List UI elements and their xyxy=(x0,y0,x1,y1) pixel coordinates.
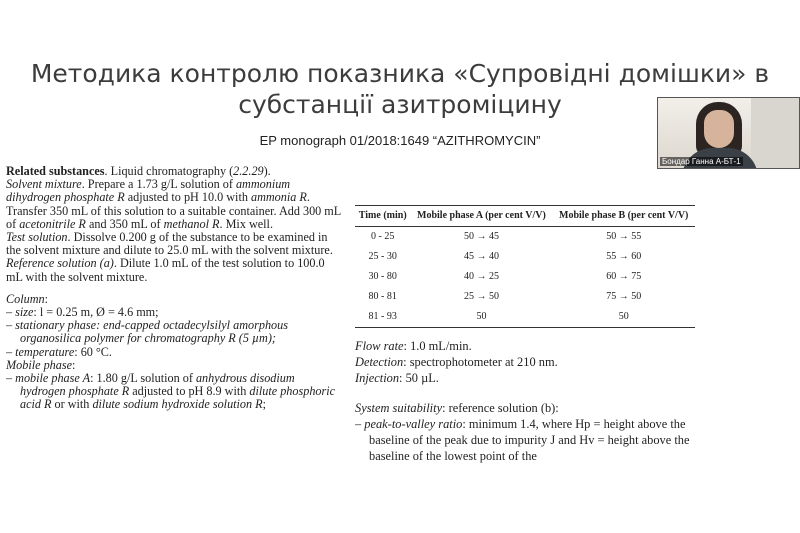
mobile-phase-a-item: – mobile phase A: 1.80 g/L solution of anhydrous disodium hydrogen phosphate R adjusted to pH 8.9 with dilute phosphoric acid R or with dilute sodium hydroxide solution R; xyxy=(6,371,336,412)
participant-face xyxy=(704,110,734,148)
monograph-right-column xyxy=(355,205,705,475)
table-row: 80 - 81 25 → 50 75 → 50 xyxy=(368,291,642,302)
reference-solution-paragraph: Reference solution (a). Dilute 1.0 mL of the test solution to 100.0 mL with the solvent mixture. xyxy=(6,256,325,284)
table-row: 0 - 25 50 → 45 50 → 55 xyxy=(371,231,642,242)
phase-a-column-header: Mobile phase A (per cent V/V) xyxy=(410,206,552,227)
temperature-item: – temperature: 60 °C. xyxy=(6,344,112,359)
video-background xyxy=(751,98,799,169)
solvent-mixture-paragraph: Solvent mixture. Prepare a 1.73 g/L solution of ammonium dihydrogen phosphate R adjusted to pH 10.0 with ammonia R. Transfer 350 mL of this solution to a suitable container. Add 300 mL of acetonitrile R and 350 mL of methanol R. Mix well. xyxy=(6,177,341,231)
participant-name: Бондар Ганна А-БТ-1 xyxy=(662,157,741,166)
time-column-header: Time (min) xyxy=(355,206,410,227)
phase-b-column-header: Mobile phase B (per cent V/V) xyxy=(552,206,695,227)
stationary-phase-item: – stationary phase: end-capped octadecylsilyl amorphous organosilica polymer for chromatography R (5 µm); xyxy=(6,318,288,346)
flow-rate-line: Flow rate: 1.0 mL/min. xyxy=(355,339,472,353)
slide-title-line2: субстанції азитроміцину xyxy=(238,90,562,119)
injection-line: Injection: 50 µL. xyxy=(355,371,439,385)
detection-line: Detection: spectrophotometer at 210 nm. xyxy=(355,355,558,369)
system-suitability-line: System suitability: reference solution (b): xyxy=(355,401,559,415)
column-size-item: – size: l = 0.25 m, Ø = 4.6 mm; xyxy=(6,305,159,320)
slide-subtitle: EP monograph 01/2018:1649 “AZITHROMYCIN” xyxy=(259,133,541,148)
table-row: 81 - 93 50 50 xyxy=(355,307,695,328)
gradient-table-header xyxy=(355,206,695,227)
table-row: 30 - 80 40 → 25 60 → 75 xyxy=(368,271,642,282)
related-substances-paragraph: Related substances. Liquid chromatography (2.2.29). xyxy=(6,165,271,178)
peak-to-valley-item: – peak-to-valley ratio: minimum 1.4, where Hp = height above the baseline of the peak due to impurity J and Hv = height above the baseline of the lowest point of the xyxy=(355,417,690,463)
participant-video-tile[interactable] xyxy=(657,97,800,169)
gradient-table xyxy=(355,205,695,328)
monograph-left-column xyxy=(6,165,342,475)
mobile-phase-heading: Mobile phase: xyxy=(6,357,76,372)
column-heading: Column: xyxy=(6,291,48,306)
slide-title-line1: Методика контролю показника «Супровідні домішки» в xyxy=(30,59,770,88)
test-solution-paragraph: Test solution. Dissolve 0.200 g of the substance to be examined in the solvent mixture and dilute to 25.0 mL with the solvent mixture. xyxy=(6,230,333,258)
table-row: 25 - 30 45 → 40 55 → 60 xyxy=(368,251,642,262)
